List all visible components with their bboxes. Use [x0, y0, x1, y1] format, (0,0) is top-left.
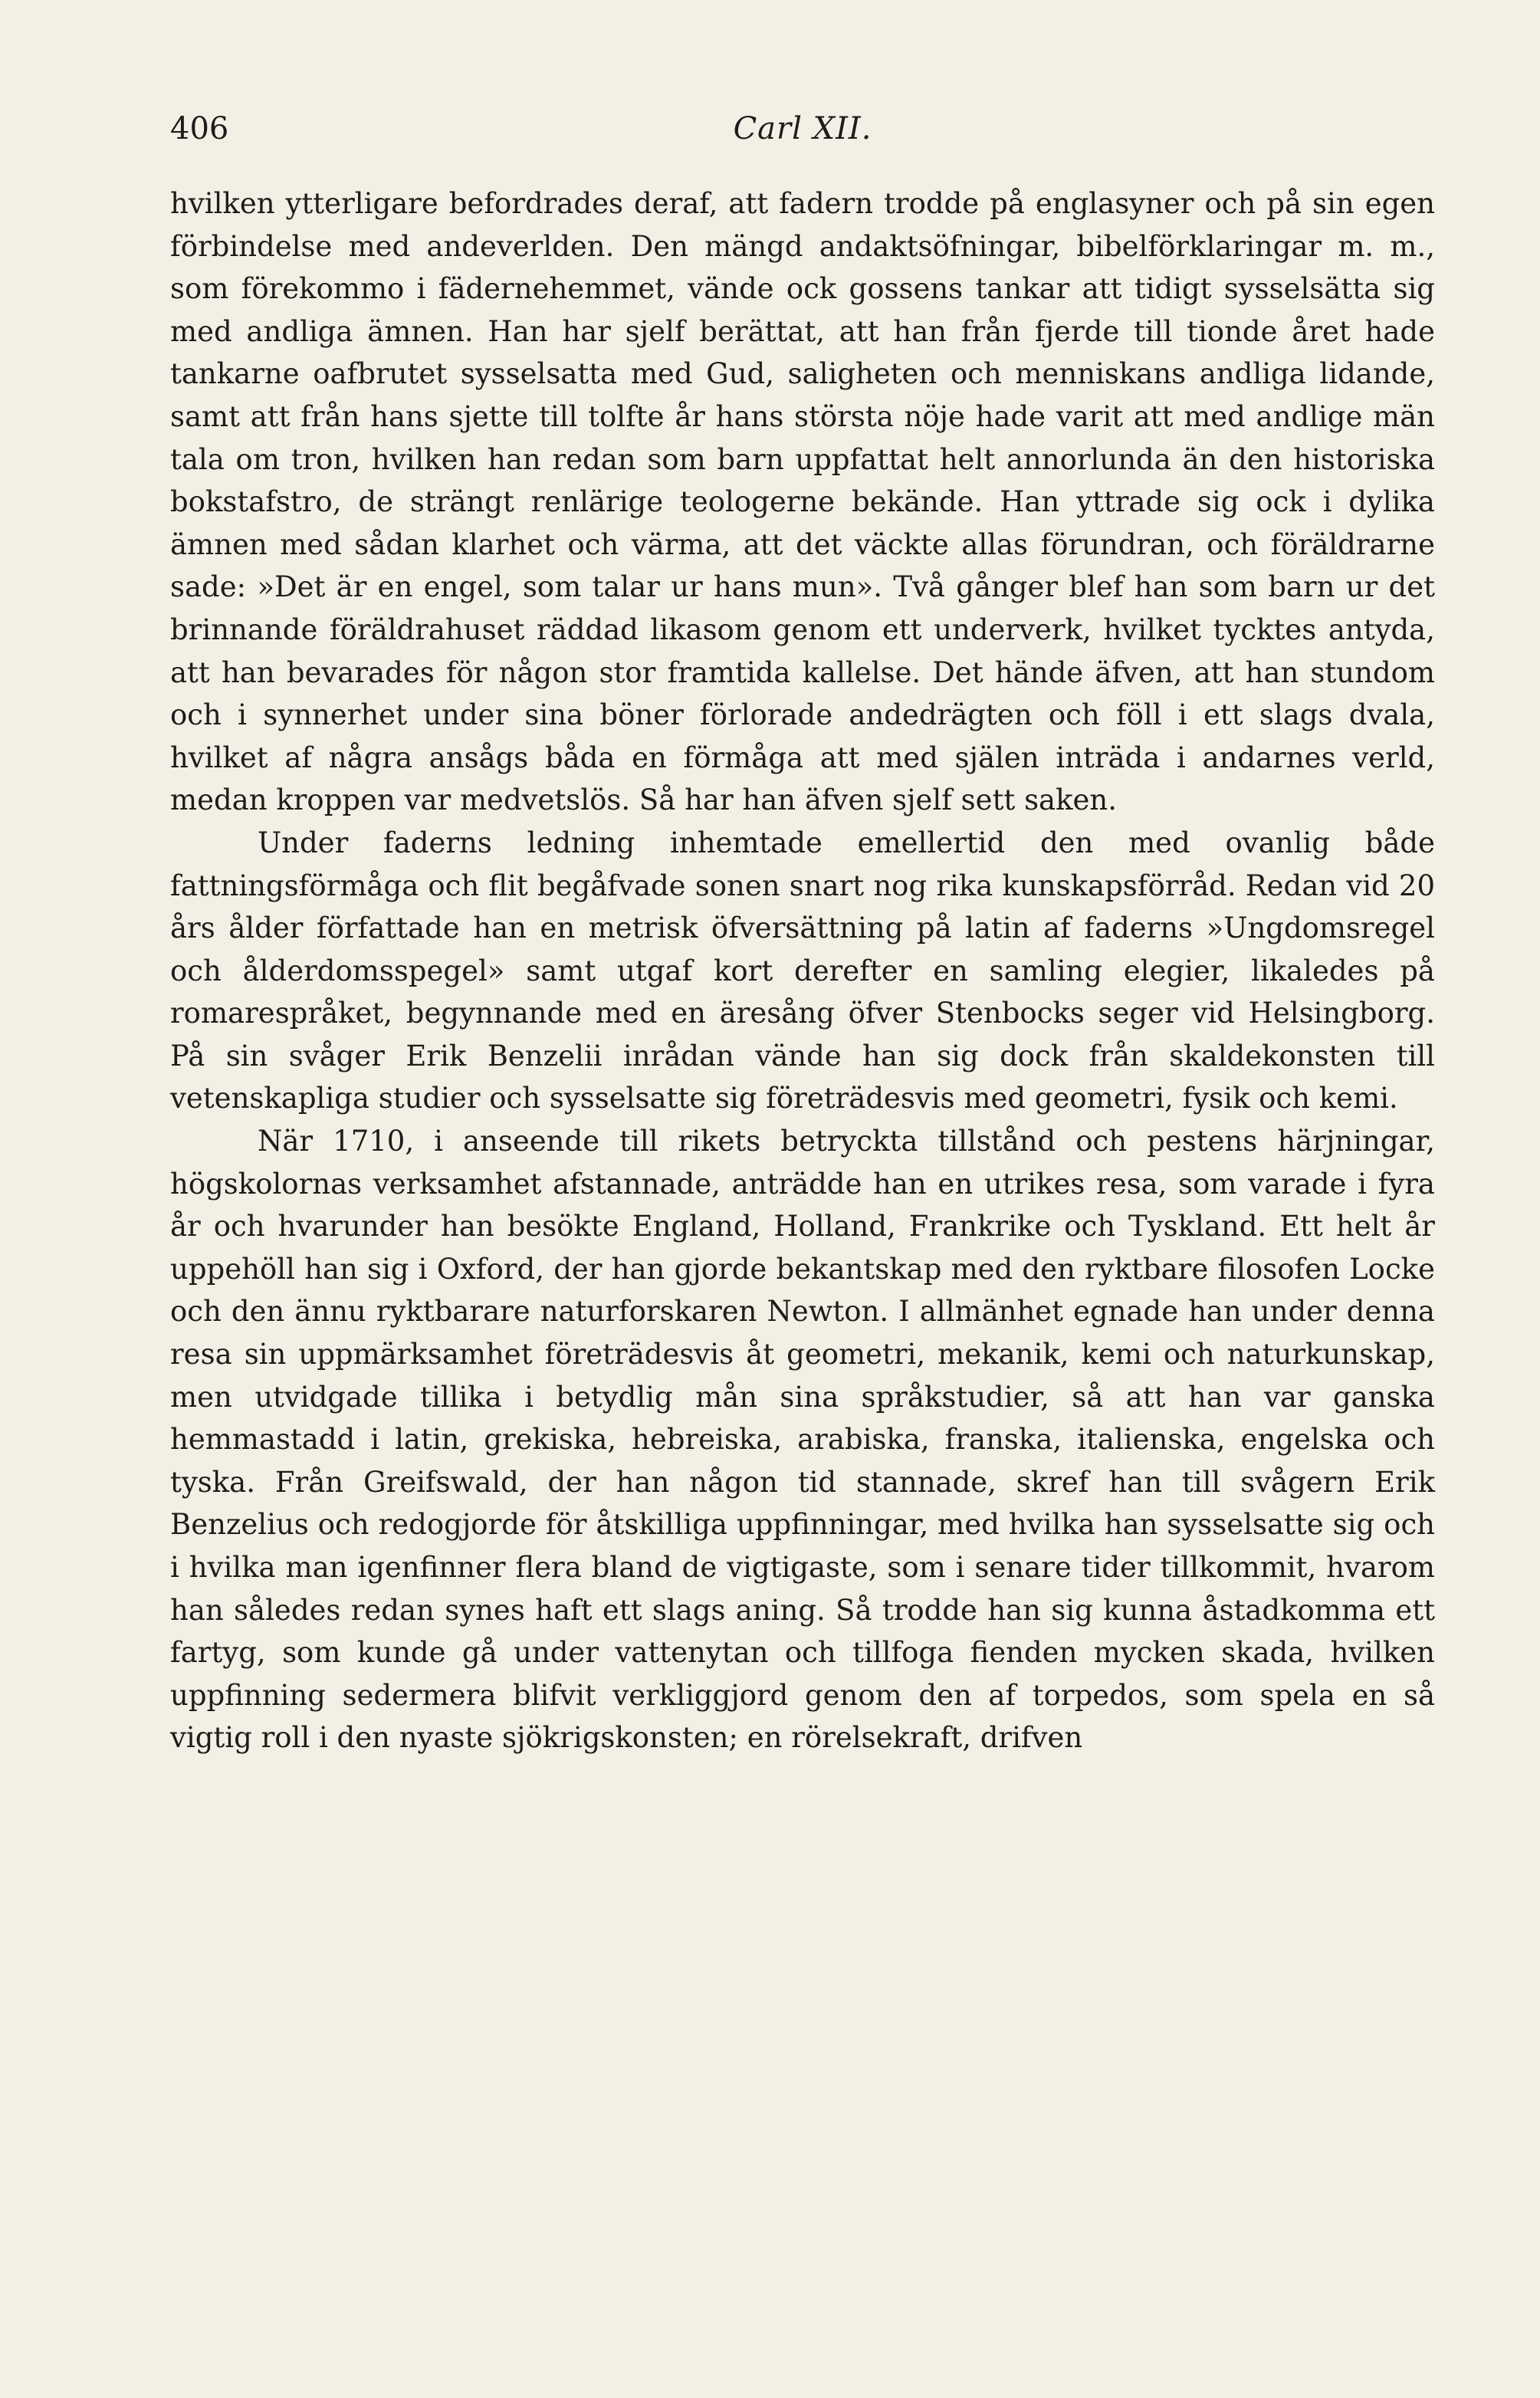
paragraph-1: hvilken ytterligare befordrades deraf, att fadern trodde på englasyner och på sin egen förbindelse med andeverlden. Den mängd andaktsöfningar, bibelförklaringar m. m., som förekommo i fädernehemmet, vände ock gossens tankar att tidigt sysselsätta sig med andliga ämnen. Han har sjelf berättat, att han från fjerde till tionde året hade tankarne oafbrutet sysselsatta med Gud, saligheten och menniskans andliga lidande, samt att från hans sjette till tolfte år hans största nöje hade varit att med andlige män tala om tron, hvilken han redan som barn uppfattat helt annorlunda än den historiska bokstafstro, de strängt renlärige teologerne bekände. Han yttrade sig ock i dylika ämnen med sådan klarhet och värma, att det väckte allas förundran, och föräldrarne sade: »Det är en engel, som talar ur hans mun». Två gånger blef han som barn ur det brinnande föräldrahuset räddad likasom genom ett underverk, hvilket tycktes antyda, att han bevarades för någon stor framtida kallelse. Det hände äfven, att han stundom och i synnerhet under sina böner förlorade andedrägten och föll i ett slags dvala, hvilket af några ansågs båda en förmåga att med själen inträda i andarnes verld, medan kroppen var medvetslös. Så har han äfven sjelf sett saken. — [170, 187, 1435, 817]
running-title: Carl XII. — [733, 111, 872, 146]
page-number: 406 — [170, 111, 229, 146]
paragraph-2: Under faderns ledning inhemtade emellertid den med ovanlig både fattningsförmåga och flit begåfvade sonen snart nog rika kunskapsförråd. Redan vid 20 års ålder författade han en metrisk öfversättning på latin af faderns »Ungdomsregel och ålderdomsspegel» samt utgaf kort derefter en samling elegier, likaledes på romarespråket, begynnande med en äresång öfver Stenbocks seger vid Helsingborg. På sin svåger Erik Benzelii inrådan vände han sig dock från skaldekonsten till vetenskapliga studier och sysselsatte sig företrädesvis med geometri, fysik och kemi. — [170, 826, 1435, 1115]
paragraph-3: När 1710, i anseende till rikets betryckta tillstånd och pestens härjningar, högskolornas verksamhet afstannade, anträdde han en utrikes resa, som varade i fyra år och hvarunder han besökte England, Holland, Frankrike och Tyskland. Ett helt år uppehöll han sig i Oxford, der han gjorde bekantskap med den ryktbare filosofen Locke och den ännu ryktbarare naturforskaren Newton. I allmänhet egnade han under denna resa sin uppmärksamhet företrädesvis åt geometri, mekanik, kemi och naturkunskap, men utvidgade tillika i betydlig mån sina språkstudier, så att han var ganska hemmastadd i latin, grekiska, hebreiska, arabiska, franska, italienska, engelska och tyska. Från Greifswald, der han någon tid stannade, skref han till svågern Erik Benzelius och redogjorde för åtskilliga uppfinningar, med hvilka han sysselsatte sig och i hvilka man igenfinner flera bland de vigtigaste, som i senare tider tillkommit, hvarom han således redan synes haft ett slags aning. Så trodde han sig kunna åstadkomma ett fartyg, som kunde gå under vattenytan och tillfoga fienden mycken skada, hvilken uppfinning sedermera blifvit verkliggjord genom den af torpedos, som spela en så vigtig roll i den nyaste sjökrigskonsten; en rörelsekraft, drifven — [170, 1125, 1435, 1755]
page-body — [170, 182, 1435, 1759]
page-header — [170, 106, 1435, 152]
